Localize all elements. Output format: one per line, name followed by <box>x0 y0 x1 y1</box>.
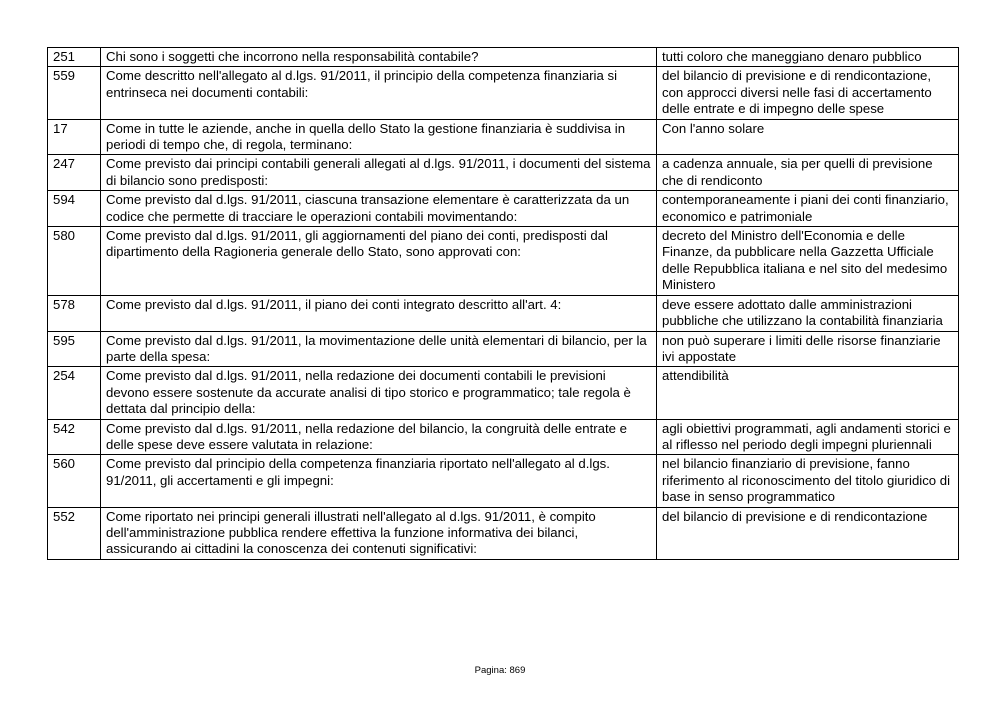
question-id: 247 <box>48 155 101 191</box>
table-row <box>48 367 959 419</box>
question-id: 542 <box>48 419 101 455</box>
answer-text: nel bilancio finanziario di previsione, fanno riferimento al riconoscimento del titolo giuridico di base in senso programmatico <box>657 455 959 507</box>
answer-text: Con l'anno solare <box>657 119 959 155</box>
table-row <box>48 119 959 155</box>
question-text: Come previsto dai principi contabili generali allegati al d.lgs. 91/2011, i documenti del sistema di bilancio sono predisposti: <box>101 155 657 191</box>
answer-text: deve essere adottato dalle amministrazioni pubbliche che utilizzano la contabilità finanziaria <box>657 295 959 331</box>
question-text: Come in tutte le aziende, anche in quella dello Stato la gestione finanziaria è suddivisa in periodi di tempo che, di regola, terminano: <box>101 119 657 155</box>
table-row <box>48 455 959 507</box>
answer-text: del bilancio di previsione e di rendicontazione, con approcci diversi nelle fasi di accertamento delle entrate e di impegno delle spese <box>657 67 959 119</box>
answer-text: tutti coloro che maneggiano denaro pubblico <box>657 48 959 67</box>
question-id: 17 <box>48 119 101 155</box>
question-id: 580 <box>48 227 101 296</box>
questions-table <box>47 47 959 560</box>
question-text: Come previsto dal d.lgs. 91/2011, gli aggiornamenti del piano dei conti, predisposti dal dipartimento della Ragioneria generale dello Stato, sono approvati con: <box>101 227 657 296</box>
table-row <box>48 191 959 227</box>
answer-text: attendibilità <box>657 367 959 419</box>
question-id: 595 <box>48 331 101 367</box>
answer-text: decreto del Ministro dell'Economia e delle Finanze, da pubblicare nella Gazzetta Ufficiale delle Repubblica italiana e nel sito del medesimo Ministero <box>657 227 959 296</box>
question-id: 578 <box>48 295 101 331</box>
question-text: Come previsto dal principio della competenza finanziaria riportato nell'allegato al d.lgs. 91/2011, gli accertamenti e gli impegni: <box>101 455 657 507</box>
answer-text: agli obiettivi programmati, agli andamenti storici e al riflesso nel periodo degli impegni pluriennali <box>657 419 959 455</box>
table-row <box>48 331 959 367</box>
question-text: Chi sono i soggetti che incorrono nella responsabilità contabile? <box>101 48 657 67</box>
table-row <box>48 48 959 67</box>
question-id: 254 <box>48 367 101 419</box>
table-row <box>48 155 959 191</box>
question-id: 594 <box>48 191 101 227</box>
answer-text: a cadenza annuale, sia per quelli di previsione che di rendiconto <box>657 155 959 191</box>
question-id: 251 <box>48 48 101 67</box>
question-text: Come previsto dal d.lgs. 91/2011, nella redazione dei documenti contabili le previsioni devono essere sostenute da accurate analisi di tipo storico e programmatico; tale regola è dettata dal principio della: <box>101 367 657 419</box>
table-row <box>48 295 959 331</box>
question-text: Come previsto dal d.lgs. 91/2011, la movimentazione delle unità elementari di bilancio, per la parte della spesa: <box>101 331 657 367</box>
question-id: 552 <box>48 507 101 559</box>
question-text: Come descritto nell'allegato al d.lgs. 91/2011, il principio della competenza finanziaria si entrinseca nei documenti contabili: <box>101 67 657 119</box>
table-row <box>48 67 959 119</box>
question-text: Come riportato nei principi generali illustrati nell'allegato al d.lgs. 91/2011, è compito dell'amministrazione pubblica rendere effettiva la funzione informativa dei bilanci, assicurando ai cittadini la conoscenza dei contenuti significativi: <box>101 507 657 559</box>
question-text: Come previsto dal d.lgs. 91/2011, ciascuna transazione elementare è caratterizzata da un codice che permette di tracciare le operazioni contabili movimentando: <box>101 191 657 227</box>
question-text: Come previsto dal d.lgs. 91/2011, nella redazione del bilancio, la congruità delle entrate e delle spese deve essere valutata in relazione: <box>101 419 657 455</box>
question-id: 560 <box>48 455 101 507</box>
question-id: 559 <box>48 67 101 119</box>
question-text: Come previsto dal d.lgs. 91/2011, il piano dei conti integrato descritto all'art. 4: <box>101 295 657 331</box>
table-row <box>48 227 959 296</box>
table-row <box>48 419 959 455</box>
answer-text: del bilancio di previsione e di rendicontazione <box>657 507 959 559</box>
answer-text: non può superare i limiti delle risorse finanziarie ivi appostate <box>657 331 959 367</box>
table-row <box>48 507 959 559</box>
answer-text: contemporaneamente i piani dei conti finanziario, economico e patrimoniale <box>657 191 959 227</box>
page-number: Pagina: 869 <box>474 665 526 676</box>
